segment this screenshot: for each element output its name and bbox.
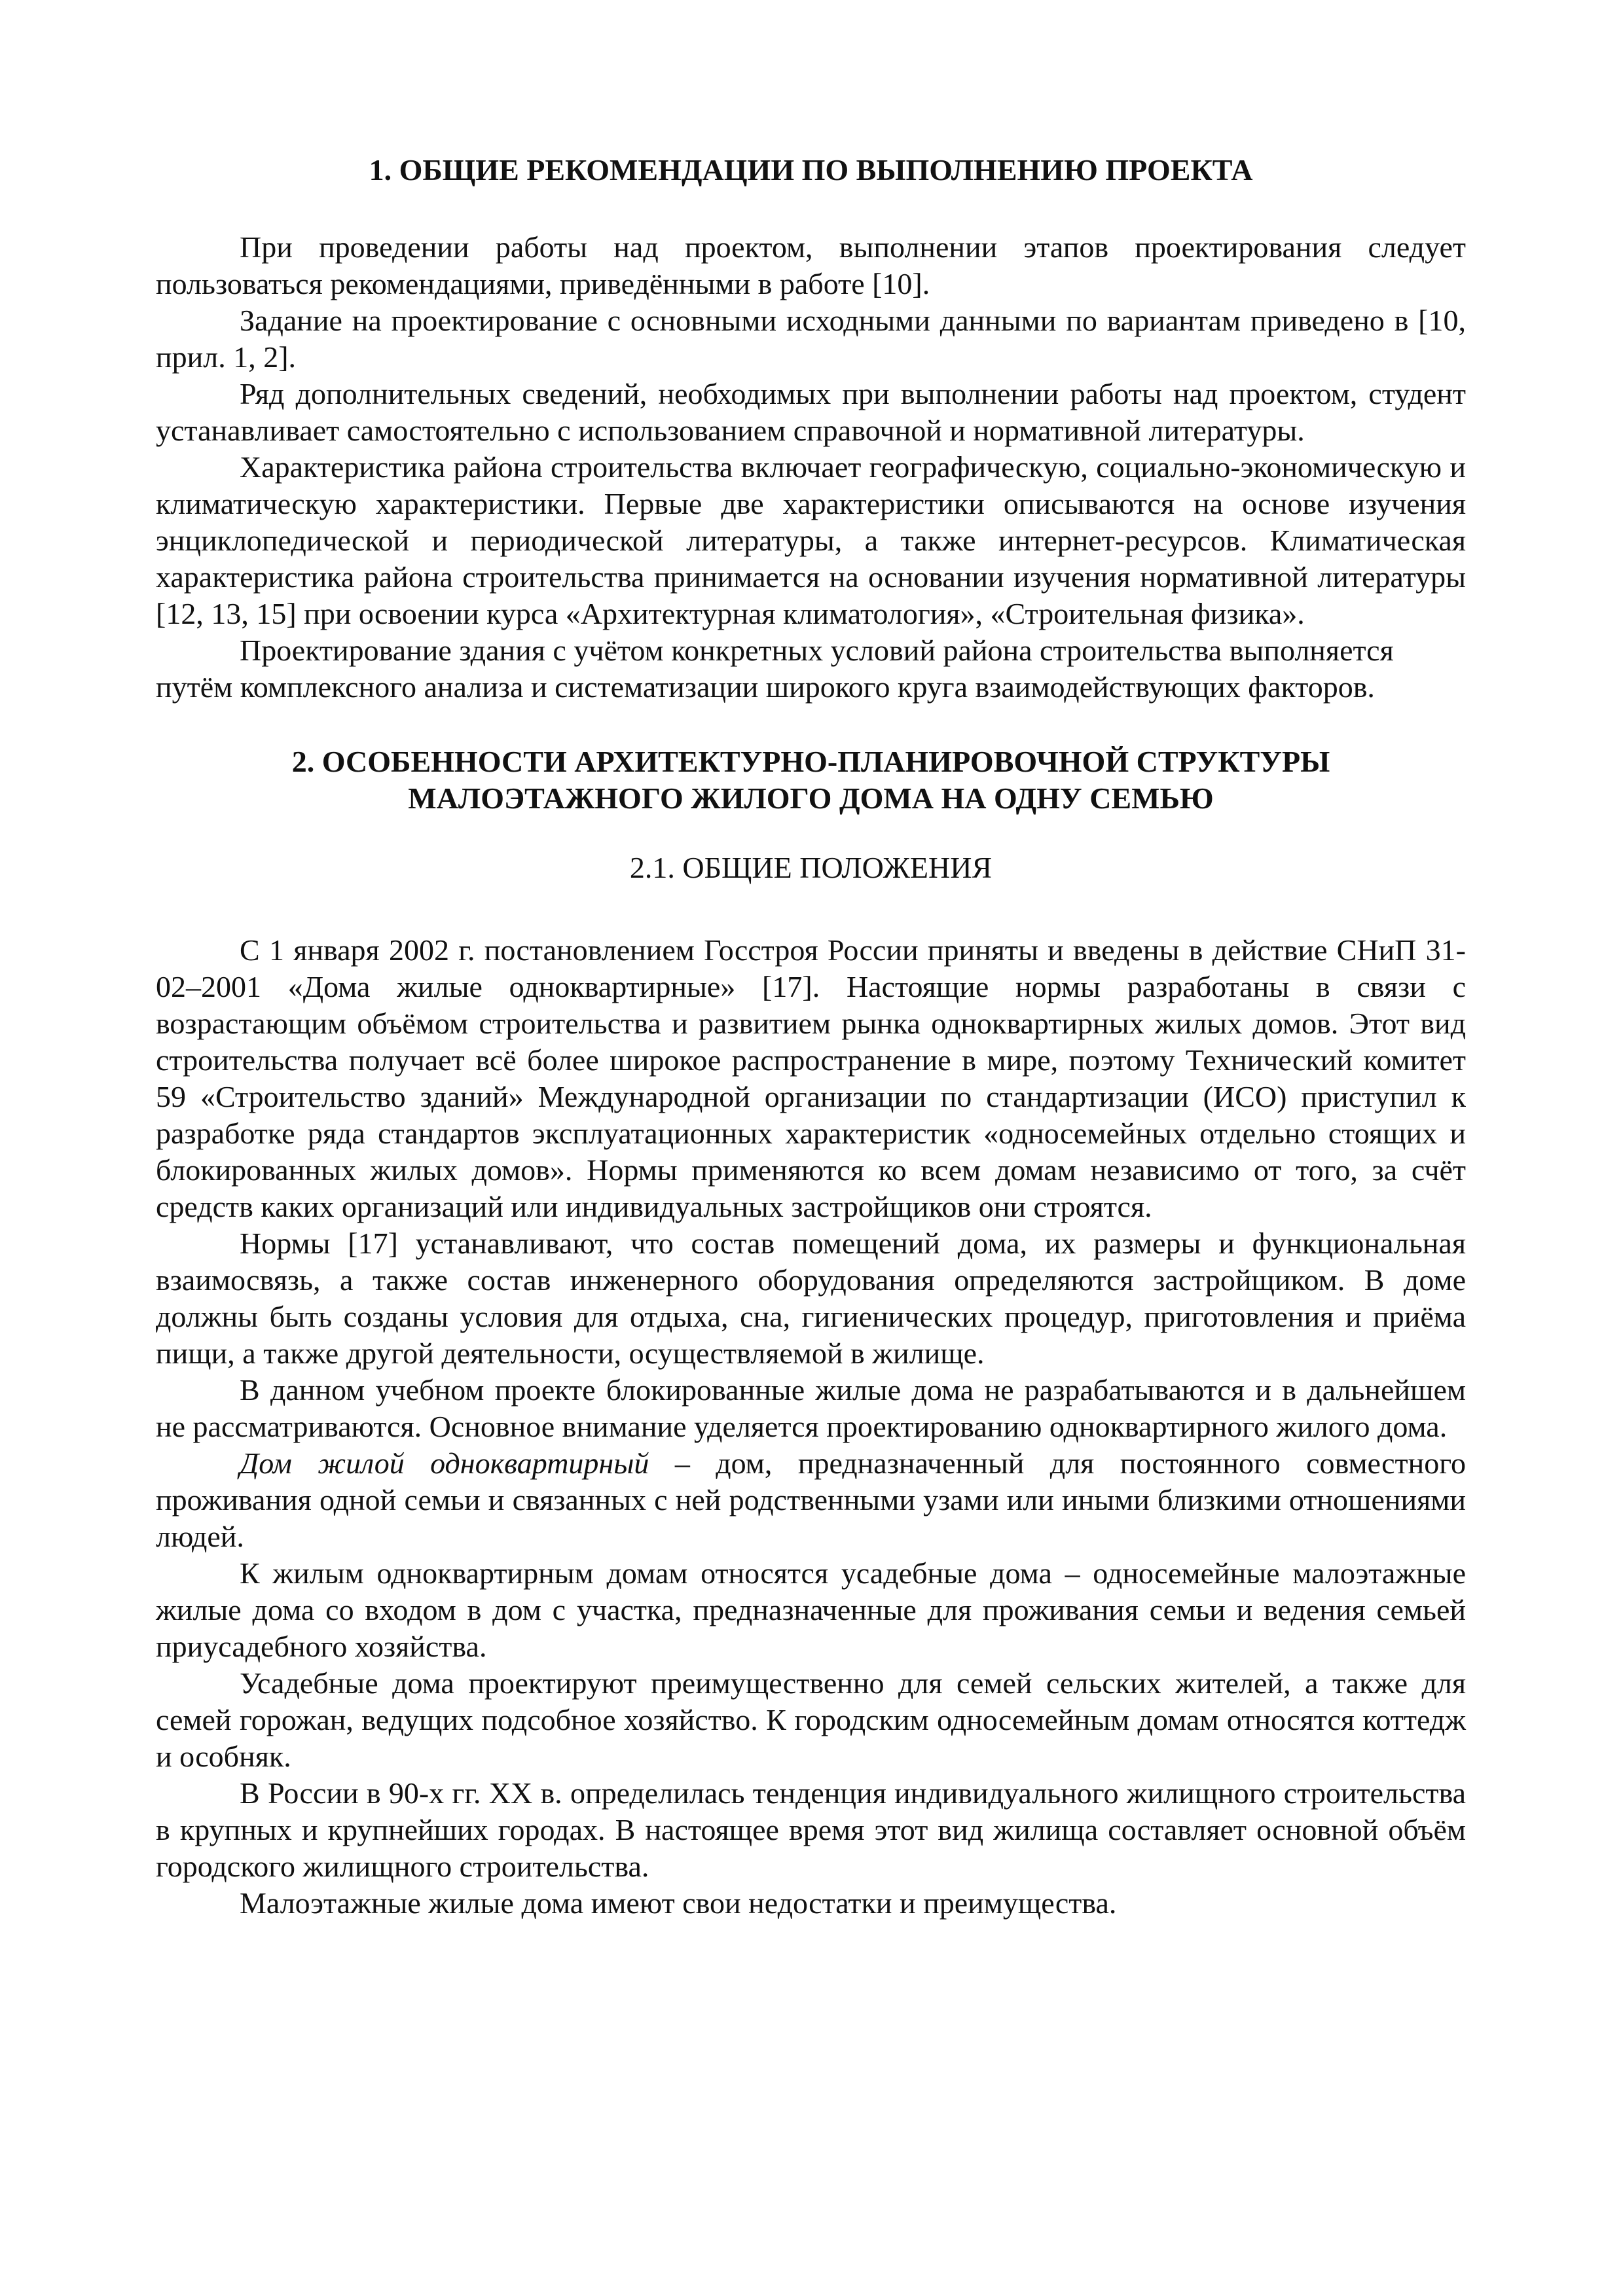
- section-1-paragraph-3: Ряд дополнительных сведений, необходимых при выполнении работы над проектом, студент устанавливает самостоятельно с использованием справочной и нормативной литературы.: [156, 377, 1466, 447]
- definition-term: Дом жилой одноквартирный: [240, 1446, 649, 1480]
- subsection-2-1-heading: 2.1. ОБЩИЕ ПОЛОЖЕНИЯ: [629, 851, 993, 884]
- section-2-heading-line-2: МАЛОЭТАЖНОГО ЖИЛОГО ДОМА НА ОДНУ СЕМЬЮ: [408, 781, 1214, 815]
- section-2-heading: [156, 744, 1466, 817]
- section-2-paragraph-5: К жилым одноквартирным домам относятся усадебные дома – односемейные малоэтажные жилые дома со входом в дом с участка, предназначенные для проживания семьи и ведения семьей приусадебного хозяйства.: [156, 1556, 1466, 1663]
- section-2-paragraph-6: Усадебные дома проектируют преимущественно для семей сельских жителей, а также для семей горожан, ведущих подсобное хозяйство. К городским односемейным домам относятся коттедж и особняк.: [156, 1666, 1466, 1773]
- section-2-paragraph-8: Малоэтажные жилые дома имеют свои недостатки и преимущества.: [240, 1886, 1117, 1920]
- section-2-paragraph-2: Нормы [17] устанавливают, что состав помещений дома, их размеры и функциональная взаимосвязь, а также состав инженерного оборудования определяются застройщиком. В доме должны быть созданы условия для отдыха, сна, гигиенических процедур, приготовления и приёма пищи, а также другой деятельности, осуществляемой в жилище.: [156, 1227, 1466, 1370]
- definition-paragraph: [156, 1445, 1466, 1555]
- section-1-paragraph-5-continuation: путём комплексного анализа и систематизации широкого круга взаимодействующих факторов.: [156, 670, 1375, 704]
- definition-text: – дом, предназначенный для постоянного совместного проживания одной семьи и связанных с ней родственными узами или иными близкими отношениями людей.: [156, 1446, 1466, 1553]
- section-2-heading-line-1: 2. ОСОБЕННОСТИ АРХИТЕКТУРНО-ПЛАНИРОВОЧНОЙ СТРУКТУРЫ: [291, 745, 1330, 778]
- section-2-paragraph-1: С 1 января 2002 г. постановлением Госстроя России приняты и введены в действие СНиП 31-02–2001 «Дома жилые одноквартирные» [17]. Настоящие нормы разработаны в связи с возрастающим объёмом строительства и развитием рынка одноквартирных жилых домов. Этот вид строительства получает всё более широкое распространение в мире, поэтому Технический комитет 59 «Строительство зданий» Международной организации по стандартизации (ИСО) приступил к разработке ряда стандартов эксплуатационных характеристик «односемейных отдельно стоящих и блокированных жилых домов». Нормы применяются ко всем домам независимо от того, за счёт средств каких организаций или индивидуальных застройщиков они строятся.: [156, 933, 1466, 1223]
- section-1-heading: 1. ОБЩИЕ РЕКОМЕНДАЦИИ ПО ВЫПОЛНЕНИЮ ПРОЕКТА: [369, 153, 1253, 187]
- section-2-paragraph-7: В России в 90-х гг. XX в. определилась тенденция индивидуального жилищного строительства в крупных и крупнейших городах. В настоящее время этот вид жилища составляет основной объём городского жилищного строительства.: [156, 1776, 1466, 1883]
- section-2-paragraph-3: В данном учебном проекте блокированные жилые дома не разрабатываются и в дальнейшем не рассматриваются. Основное внимание уделяется проектированию одноквартирного жилого дома.: [156, 1373, 1466, 1443]
- section-1-paragraph-2: Задание на проектирование с основными исходными данными по вариантам приведено в [10, прил. 1, 2].: [156, 304, 1466, 374]
- section-1-paragraph-5: Проектирование здания с учётом конкретных условий района строительства выполняется: [240, 634, 1394, 667]
- section-1-paragraph-4: Характеристика района строительства включает географическую, социально-экономическую и климатическую характеристики. Первые две характеристики описываются на основе изучения энциклопедической и периодической литературы, а также интернет-ресурсов. Климатическая характеристика района строительства принимается на основании изучения нормативной литературы [12, 13, 15] при освоении курса «Архитектурная климатология», «Строительная физика».: [156, 450, 1466, 630]
- section-1-paragraph-1: При проведении работы над проектом, выполнении этапов проектирования следует пользоваться рекомендациями, приведёнными в работе [10].: [156, 230, 1466, 300]
